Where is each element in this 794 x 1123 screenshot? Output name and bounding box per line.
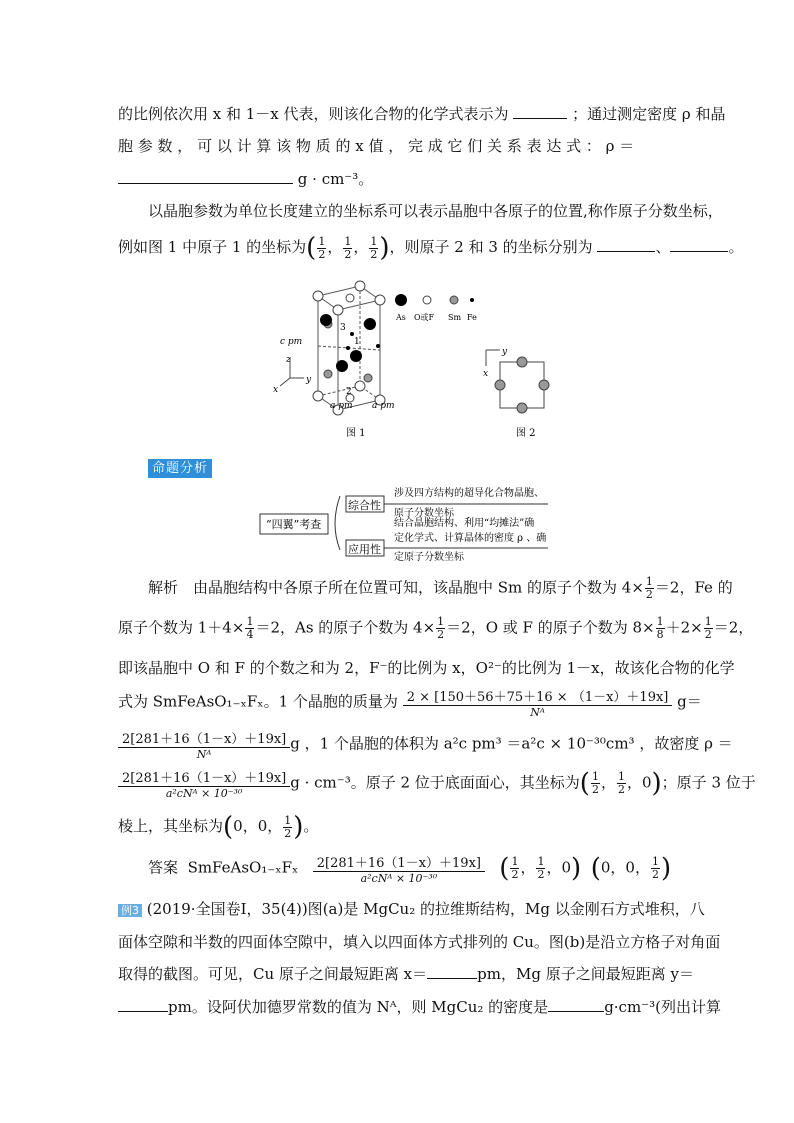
example-line-1 [118, 898, 705, 919]
frac: $\frac{1}{2}$ [537, 855, 545, 881]
answer-label: 答案 [148, 858, 179, 877]
atom-label-1: 1 [354, 337, 360, 347]
solution-line-7: 棱上，其坐标为(0，0， $\frac{1}{2}$ )。 [118, 812, 319, 842]
text: ＋2× [665, 618, 703, 637]
text: 。 [728, 238, 744, 256]
answer-line: 答案 SmFeAsO₁₋ₓFₓ 2[281＋16（1－x）＋19x] a²cNᴬ × 10⁻³⁰ ( $\frac{1}{2}$ ， $\frac{1}{2}$ ，0) (0，0， $\frac{1}{2}$ ) [148, 853, 672, 885]
text: ＝2，As 的原子个数为 4× [255, 618, 436, 637]
frac: $\frac{1}{2}$ [617, 770, 625, 796]
mass-fraction: 2 × [150＋56＋75＋16 × （1－x）＋19x] Nᴬ [403, 686, 673, 719]
analysis-mindmap [258, 482, 563, 563]
frac: $\frac{1}{2}$ [370, 234, 378, 261]
frac: $\frac{1}{2}$ [651, 855, 659, 881]
frac: $\frac{1}{8}$ [656, 615, 664, 641]
fig2-axis-x: x [483, 369, 489, 379]
blank-coord-3[interactable] [670, 237, 728, 252]
frac: $\frac{1}{2}$ [344, 234, 352, 261]
blank-x[interactable] [427, 964, 477, 979]
branch-2-text: 定化学式、计算晶体的密度 ρ 、确 [394, 533, 547, 544]
frac: $\frac{1}{2}$ [704, 615, 712, 641]
axis-x: x [273, 385, 279, 395]
text: 棱上，其坐标为 [118, 817, 224, 835]
solution-line-4 [118, 686, 702, 719]
analysis-tag: 命题分析 [148, 457, 212, 476]
text: 例如图 1 中原子 1 的坐标为 [118, 238, 307, 256]
example-line-2: 面体空隙和半数的四面体空隙中，填入以四面体方式排列的 Cu。图(b)是沿立方格子对角面 [118, 933, 721, 951]
solution-line-1 [148, 576, 733, 601]
frac: $\frac{1}{2}$ [318, 234, 326, 261]
text: ＝2， [713, 618, 754, 637]
answer-density: 2[281＋16（1－x）＋19x] a²cNᴬ × 10⁻³⁰ [313, 852, 485, 885]
text: 式为 SmFeAsO₁₋ₓFₓ。1 个晶胞的质量为 [118, 692, 398, 711]
solution-line-2 [118, 616, 753, 641]
line-2: 胞 参 数 ， 可 以 计 算 该 物 质 的 x 值 ， 完 成 它 们 关 系 表 达 式 ： ρ ＝ [118, 137, 635, 155]
mindmap-root: “四翼”考查 [266, 518, 322, 531]
caption-1: 图 1 [346, 428, 366, 439]
text: pm，Mg 原子之间最短距离 y＝ [477, 965, 694, 983]
text: ＝2，O 或 F 的原子个数为 8× [446, 618, 655, 637]
line-1 [118, 103, 725, 124]
atom-label-2: 2 [346, 387, 352, 397]
frac: $\frac{1}{2}$ [437, 615, 445, 641]
solution-line-3: 即该晶胞中 O 和 F 的个数之和为 2，F⁻的比例为 x，O²⁻的比例为 1－x，故该化合物的化学 [118, 659, 735, 677]
text: ，则原子 2 和 3 的坐标分别为 [389, 238, 593, 256]
blank-density-mgcu2[interactable] [548, 997, 604, 1012]
legend-of: O或F [414, 313, 435, 322]
solution-line-5 [118, 728, 733, 761]
text: 原子个数为 1＋4× [118, 618, 245, 637]
blank-coord-2[interactable] [597, 237, 655, 252]
frac: $\frac{1}{4}$ [246, 615, 254, 641]
text: g · cm⁻³。 [297, 170, 374, 188]
text: 解析 由晶胞结构中各原子所在位置可知，该晶胞中 Sm 的原子个数为 4× [148, 578, 644, 597]
crystal-figure-1 [268, 278, 568, 438]
example-tag: 例3 [118, 904, 142, 917]
atom-label-3: 3 [340, 323, 346, 333]
text: 。 [303, 817, 319, 835]
blank-y[interactable] [118, 997, 168, 1012]
text: ；通过测定密度 ρ 和晶 [572, 105, 726, 123]
legend-fe: Fe [467, 313, 477, 322]
text: (2019·全国卷Ⅰ，35(4))图(a)是 MgCu₂ 的拉维斯结构，Mg 以金刚石方式堆积，八 [146, 900, 705, 918]
example-line-3 [118, 963, 694, 984]
a-label-2: a pm [372, 401, 395, 411]
frac: $\frac{1}{2}$ [591, 770, 599, 796]
line-3 [118, 168, 373, 189]
frac: $\frac{1}{2}$ [284, 813, 292, 840]
frac: $\frac{1}{2}$ [511, 855, 519, 881]
branch-2-text: 定原子分数坐标 [394, 552, 464, 563]
text: g·cm⁻³(列出计算 [604, 998, 721, 1016]
a-label-1: a pm [330, 401, 353, 411]
text: ；原子 3 位于 [661, 773, 756, 792]
text: 的比例依次用 x 和 1－x 代表，则该化合物的化学式表示为 [118, 105, 509, 123]
density-fraction: 2[281＋16（1－x）＋19x] a²cNᴬ × 10⁻³⁰ [118, 767, 290, 800]
branch-1: 综合性 [348, 499, 381, 512]
branch-1-text: 原子分数坐标 [394, 508, 454, 519]
branch-1-text: 涉及四方结构的超导化合物晶胞、 [394, 488, 544, 499]
blank-formula[interactable] [513, 104, 567, 119]
line-4: 以晶胞参数为单位长度建立的坐标系可以表示晶胞中各原子的位置,称作原子分数坐标， [148, 202, 723, 220]
answer-formula: SmFeAsO₁₋ₓFₓ [187, 858, 299, 877]
blank-density[interactable] [118, 169, 293, 184]
branch-2: 应用性 [348, 543, 381, 556]
legend-sm: Sm [448, 313, 462, 322]
text: 取得的截图。可见，Cu 原子之间最短距离 x＝ [118, 965, 428, 983]
legend-as: As [396, 313, 406, 322]
line-5: 例如图 1 中原子 1 的坐标为( $\frac{1}{2}$ ， $\frac{1}{2}$ ， $\frac{1}{2}$ )，则原子 2 和 3 的坐标分别为 、 。 [118, 233, 744, 263]
frac: $\frac{1}{2}$ [645, 575, 653, 601]
text: g＝ [677, 692, 702, 711]
text: ＝2，Fe 的 [654, 578, 733, 597]
branch-2-text: 结合晶胞结构、利用“均摊法”确 [394, 518, 535, 529]
axis-y: y [306, 375, 312, 385]
example-line-4 [118, 996, 721, 1017]
caption-2: 图 2 [516, 428, 536, 439]
c-label: c pm [280, 337, 303, 347]
mass-fraction-2: 2[281＋16（1－x）＋19x] Nᴬ [118, 728, 290, 761]
text: g · cm⁻³。原子 2 位于底面面心，其坐标为 [290, 773, 580, 792]
solution-line-6: 2[281＋16（1－x）＋19x] a²cNᴬ × 10⁻³⁰ g · cm⁻³。原子 2 位于底面面心，其坐标为( $\frac{1}{2}$ ， $\frac{1}{2}$ ，0)；原子 3 位于 [118, 767, 756, 800]
axis-z: z [286, 355, 291, 365]
text: 、 [655, 238, 671, 256]
text: g ，1 个晶胞的体积为 a²c pm³ ＝a²c × 10⁻³⁰cm³ ，故密度 ρ ＝ [290, 734, 733, 753]
fig2-axis-y: y [502, 347, 508, 357]
text: pm。设阿伏加德罗常数的值为 Nᴬ，则 MgCu₂ 的密度是 [168, 998, 549, 1016]
